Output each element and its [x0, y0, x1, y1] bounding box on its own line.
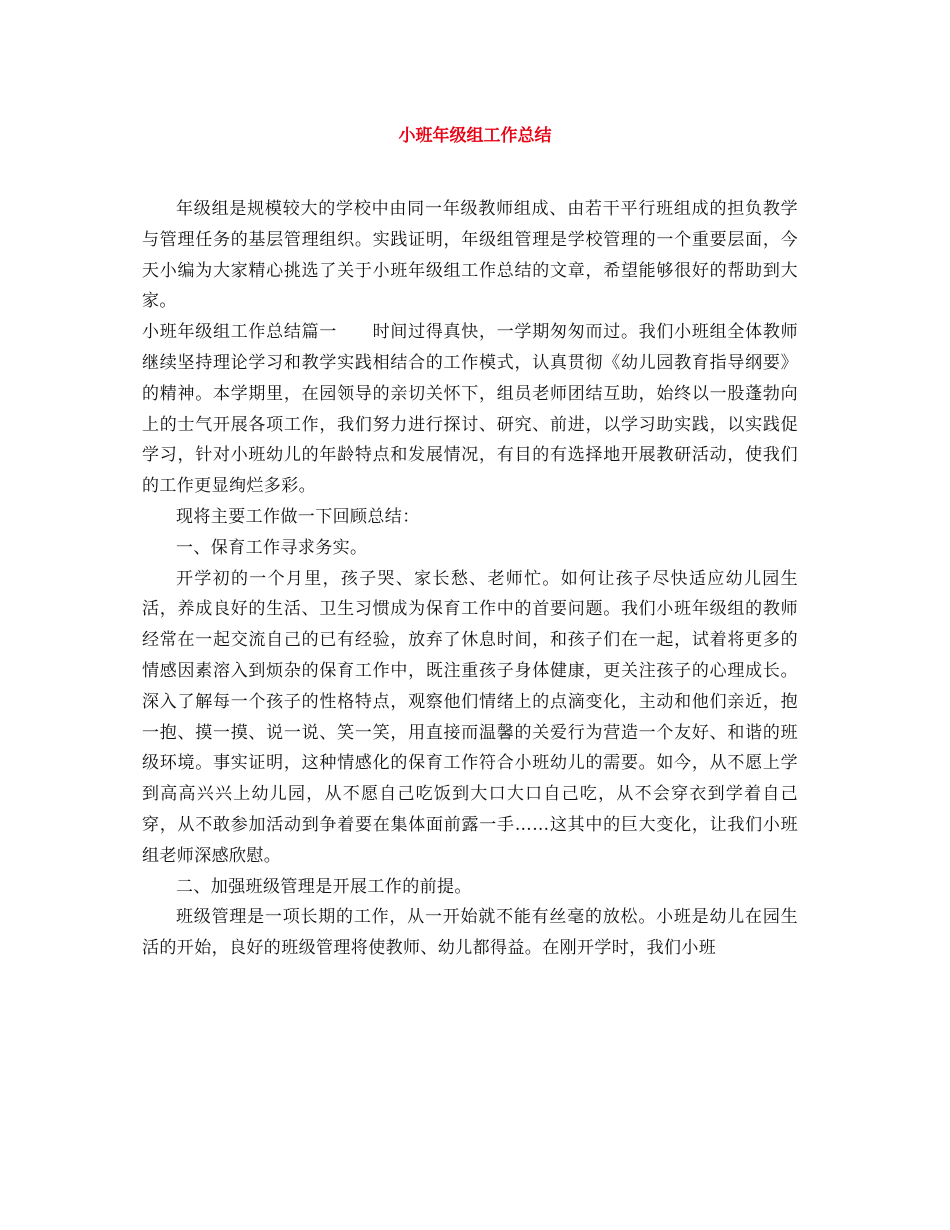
document-title: 小班年级组工作总结: [398, 126, 552, 146]
summary-part-one-paragraph: 小班年级组工作总结篇一 时间过得真快，一学期匆匆而过。我们小班组全体教师继续坚持理论学习和教学实践相结合的工作模式，认真贯彻《幼儿园教育指导纲要》的精神。本学期里，在园领导的亲切关怀下，组员老师团结互助，始终以一股蓬勃向上的士气开展各项工作，我们努力进行探讨、研究、前进，以学习助实践，以实践促学习，针对小班幼儿的年龄特点和发展情况，有目的有选择地开展教研活动，使我们的工作更显绚烂多彩。: [142, 322, 798, 497]
document-body: [142, 194, 798, 964]
class-management-paragraph: 班级管理是一项长期的工作，从一开始就不能有丝毫的放松。小班是幼儿在园生活的开始，良好的班级管理将使教师、幼儿都得益。在刚开学时，我们小班: [142, 907, 798, 959]
intro-paragraph: 年级组是规模较大的学校中由同一年级教师组成、由若干平行班组成的担负教学与管理任务的基层管理组织。实践证明，年级组管理是学校管理的一个重要层面，今天小编为大家精心挑选了关于小班年级组工作总结的文章，希望能够很好的帮助到大家。: [142, 199, 798, 312]
section-heading-childcare: 一、保育工作寻求务实。: [176, 537, 368, 558]
review-intro-paragraph: 现将主要工作做一下回顾总结：: [176, 506, 420, 527]
childcare-paragraph: 开学初的一个月里，孩子哭、家长愁、老师忙。如何让孩子尽快适应幼儿园生活，养成良好的生活、卫生习惯成为保育工作中的首要问题。我们小班年级组的教师经常在一起交流自己的已有经验，放弃了休息时间，和孩子们在一起，试着将更多的情感因素溶入到烦杂的保育工作中，既注重孩子身体健康，更关注孩子的心理成长。深入了解每一个孩子的性格特点，观察他们情绪上的点滴变化，主动和他们亲近，抱一抱、摸一摸、说一说、笑一笑，用直接而温馨的关爱行为营造一个友好、和谐的班级环境。事实证明，这种情感化的保育工作符合小班幼儿的需要。如今，从不愿上学到高高兴兴上幼儿园，从不愿自己吃饭到大口大口自己吃，从不会穿衣到学着自己穿，从不敢参加活动到争着要在集体面前露一手……这其中的巨大变化，让我们小班组老师深感欣慰。: [142, 568, 798, 866]
section-heading-class-management: 二、加强班级管理是开展工作的前提。: [176, 876, 472, 897]
